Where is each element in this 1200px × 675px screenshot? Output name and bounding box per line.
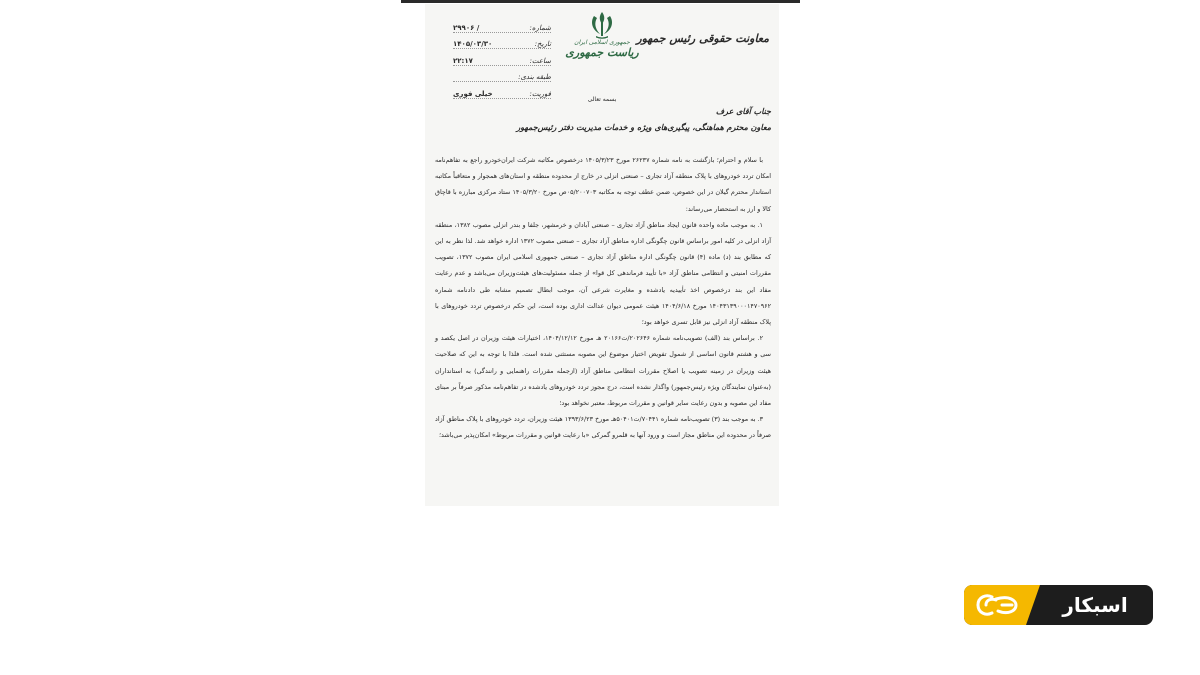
letter-body <box>435 152 771 444</box>
meta-classification: طبقه بندی: <box>453 66 551 83</box>
office-title: معاونت حقوقی رئیس جمهور <box>636 32 769 45</box>
paragraph-1: ۱. به موجب ماده واحده قانون ایجاد مناطق آزاد تجاری – صنعتی آبادان و خرمشهر، جلفا و بندر انزلی مصوب ۱۳۸۲، منطقه آزاد انزلی در کلیه امور براساس قانون چگونگی اداره مناطق آزاد تجاری – صنعتی مصوب ۱۳۷۲ اداره خواهد شد. لذا نظر به این که مطابق بند (د) ماده (۴) قانون چگونگی اداره مناطق آزاد تجاری – صنعتی جمهوری اسلامی ایران مصوب ۱۳۷۲، تصویب مقررات امنیتی و انتظامی مناطق آزاد «با تأیید فرماندهی کل قوا» از جمله مسئولیت‌های هیئت‌وزیران می‌باشد و عدم رعایت مفاد این بند درخصوص اخذ تأییدیه یادشده و مغایرت شرعی آن، موجب ابطال تصمیم مشابه طی دادنامه شماره ۱۴۰۴۳۱۳۹۰۰۰۱۴۷۰۹۶۲ مورخ ۱۴۰۴/۶/۱۸ هیئت عمومی دیوان عدالت اداری بوده است، این حکم درخصوص تردد خودروهای با پلاک منطقه آزاد انزلی نیز قابل تسری خواهد بود؛ <box>435 220 772 327</box>
meta-priority: فوریت: خیلی فوری <box>453 82 551 99</box>
letter-document <box>425 4 779 506</box>
motion-waves-logo-icon <box>972 591 1024 619</box>
paragraph-2: ۲. براساس بند (الف) تصویب‌نامه شماره ۲۰۲۶۴۶/ت۲۰۱۶۶ هـ مورخ ۱۴۰۴/۱۲/۱۲، اختیارات هیئت وزیران در اصل یکصد و سی و هشتم قانون اساسی از شمول تفویض اختیار موضوع این مصوبه مستثنی شده است. فلذا با توجه به این که صلاحیت هیئت وزیران در زمینه تصویب یا اصلاح مقررات انتظامی مناطق آزاد (ازجمله مقررات راهنمایی و رانندگی) به استانداران (به‌عنوان نمایندگان ویژه رئیس‌جمهور) واگذار نشده است، درج مجوز تردد خودروهای یادشده در تفاهم‌نامه مذکور صرفاً بر مبنای مفاد این مصوبه و بدون رعایت سایر قوانین و مقررات مربوط، معتبر نخواهد بود؛ <box>435 334 771 408</box>
iran-emblem-icon <box>585 10 619 40</box>
logo-text: اسبکار <box>1062 593 1128 617</box>
meta-time: ساعت: ۲۲:۱۷ <box>453 49 551 66</box>
org-line-2: ریاست جمهوری <box>565 46 639 59</box>
brand-logo <box>964 585 1153 625</box>
letter-metadata <box>453 16 551 99</box>
presidency-org <box>563 39 641 59</box>
paragraph-3: ۳. به موجب بند (۳) تصویب‌نامه شماره ۷۰۴۴۱/ت۵۰۴۰۱هـ مورخ ۱۳۹۳/۶/۲۳ هیئت وزیران، تردد خودروهای با پلاک مناطق آزاد صرفاً در محدوده این مناطق مجاز است و ورود آنها به قلمرو گمرکی «با رعایت قوانین و مقررات مربوط» امکان‌پذیر می‌باشد؛ <box>435 415 771 440</box>
top-divider-line <box>401 0 800 3</box>
addressee: معاون محترم هماهنگی، پیگیری‌های ویژه و خدمات مدیریت دفتر رئیس‌جمهور <box>516 123 771 132</box>
bismillah: بسمه تعالی <box>587 96 617 103</box>
meta-number: شماره: ۲۹۹۰۶ / <box>453 16 551 33</box>
org-line-1: جمهوری اسلامی ایران <box>574 39 630 46</box>
paragraph-intro: با سلام و احترام؛ بازگشت به نامه شماره ۲۶۲۳۷ مورخ ۱۴۰۵/۳/۲۳ درخصوص مکاتبه شرکت ایران‌خودرو راجع به تفاهم‌نامه امکان تردد خودروهای با پلاک منطقه آزاد تجاری – صنعتی انزلی در خارج از محدوده منطقه و استان‌های همجوار و متعاقباً مکاتبه استاندار محترم گیلان در این خصوص، ضمن عطف توجه به مکاتبه ۰۵/۲۰۰۷۰۳‌ص مورخ ۱۴۰۵/۳/۲۰ ستاد مرکزی مبارزه با قاچاق کالا و ارز به استحضار می‌رساند: <box>435 156 771 213</box>
meta-date: تاریخ: ۱۴۰۵/۰۳/۳۰ <box>453 33 551 50</box>
salutation: جناب آقای عرف <box>715 107 771 116</box>
